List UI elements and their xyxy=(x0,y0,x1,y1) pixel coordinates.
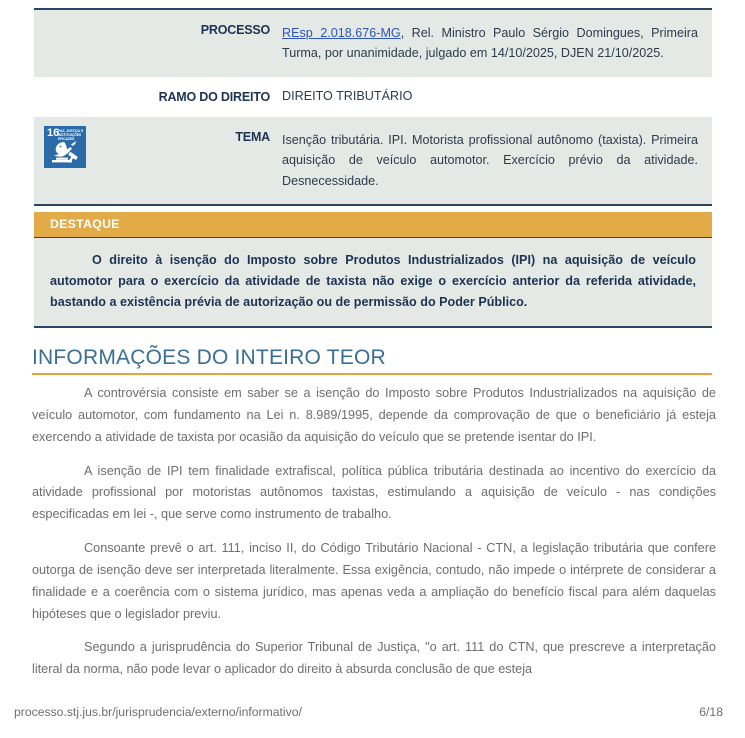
icon-cell-empty xyxy=(34,9,132,77)
footer-page-number: 6/18 xyxy=(699,705,723,719)
row-value-processo xyxy=(282,9,712,77)
sdg-16-peace-justice-icon xyxy=(44,126,86,168)
sdg-number-label: 16 xyxy=(47,126,60,139)
article-body xyxy=(32,383,716,693)
case-citation-text: , Rel. Ministro Paulo Sérgio Domingues, Primeira Turma, por unanimidade, julgado em 14/10/2025, DJEN 21/10/2025. xyxy=(282,26,698,61)
destaque-header-label: DESTAQUE xyxy=(34,212,712,238)
icon-cell-empty xyxy=(34,77,132,117)
table-row-processo xyxy=(34,9,712,77)
body-paragraph: Segundo a jurisprudência do Superior Tribunal de Justiça, "o art. 111 do CTN, que prescreve a interpretação literal da norma, não pode levar o aplicador do direito à absurda conclusão de que esteja xyxy=(32,640,716,677)
dove-and-gavel-icon xyxy=(48,140,82,166)
row-value-tema: Isenção tributária. IPI. Motorista profissional autônomo (taxista). Primeira aquisição de veículo automotor. Exercício prévio da atividade. Desnecessidade. xyxy=(282,117,712,205)
body-paragraph: Consoante prevê o art. 111, inciso II, do Código Tributário Nacional - CTN, a legislação tributária que confere outorga de isenção deve ser interpretada literalmente. Essa exigência, contudo, não impede o intérprete de considerar a finalidade e a coerência com o sistema jurídico, mas apenas veda a ampliação do benefício fiscal para além daquelas hipóteses que o legislador previu. xyxy=(32,541,716,621)
case-number-link[interactable]: REsp 2.018.676-MG xyxy=(282,26,401,40)
table-row-tema xyxy=(34,117,712,205)
table-row-ramo-do-direito xyxy=(34,77,712,117)
sdg-title-label: PAZ, JUSTIÇA E INSTITUIÇÕES EFICAZES xyxy=(58,128,84,141)
body-paragraph: A controvérsia consiste em saber se a isenção do Imposto sobre Produtos Industrializados na aquisição de veículo automotor, com fundamento na Lei n. 8.989/1995, depende da comprovação de que o beneficiário já esteja exercendo a atividade de taxista por ocasião da aquisição do veículo que se pretende isentar do IPI. xyxy=(32,386,716,444)
case-metadata-table xyxy=(34,8,712,206)
row-label-processo: PROCESSO xyxy=(132,9,282,77)
destaque-box xyxy=(34,212,712,328)
section-divider xyxy=(32,373,712,375)
page-footer xyxy=(0,700,745,738)
destaque-body-text: O direito à isenção do Imposto sobre Produtos Industrializados (IPI) na aquisição de veículo automotor para o exercício da atividade de taxista não exige o exercício anterior da referida atividade, bastando a existência prévia de autorização ou de permissão do Poder Público. xyxy=(34,238,712,326)
section-header xyxy=(32,346,712,375)
row-label-ramo-do-direito: RAMO DO DIREITO xyxy=(132,77,282,117)
row-value-ramo-do-direito: DIREITO TRIBUTÁRIO xyxy=(282,77,712,117)
icon-cell-sdg xyxy=(34,117,132,205)
body-paragraph: A isenção de IPI tem finalidade extrafiscal, política pública tributária destinada ao incentivo do exercício da atividade profissional por motoristas autônomos taxistas, estimulando a aquisição de veículo - nas condições especificadas em lei -, que serve como instrumento de trabalho. xyxy=(32,463,716,522)
footer-url-text: processo.stj.jus.br/jurisprudencia/externo/informativo/ xyxy=(14,705,302,719)
page-title: INFORMAÇÕES DO INTEIRO TEOR xyxy=(32,346,386,369)
row-label-tema: TEMA xyxy=(132,117,282,205)
